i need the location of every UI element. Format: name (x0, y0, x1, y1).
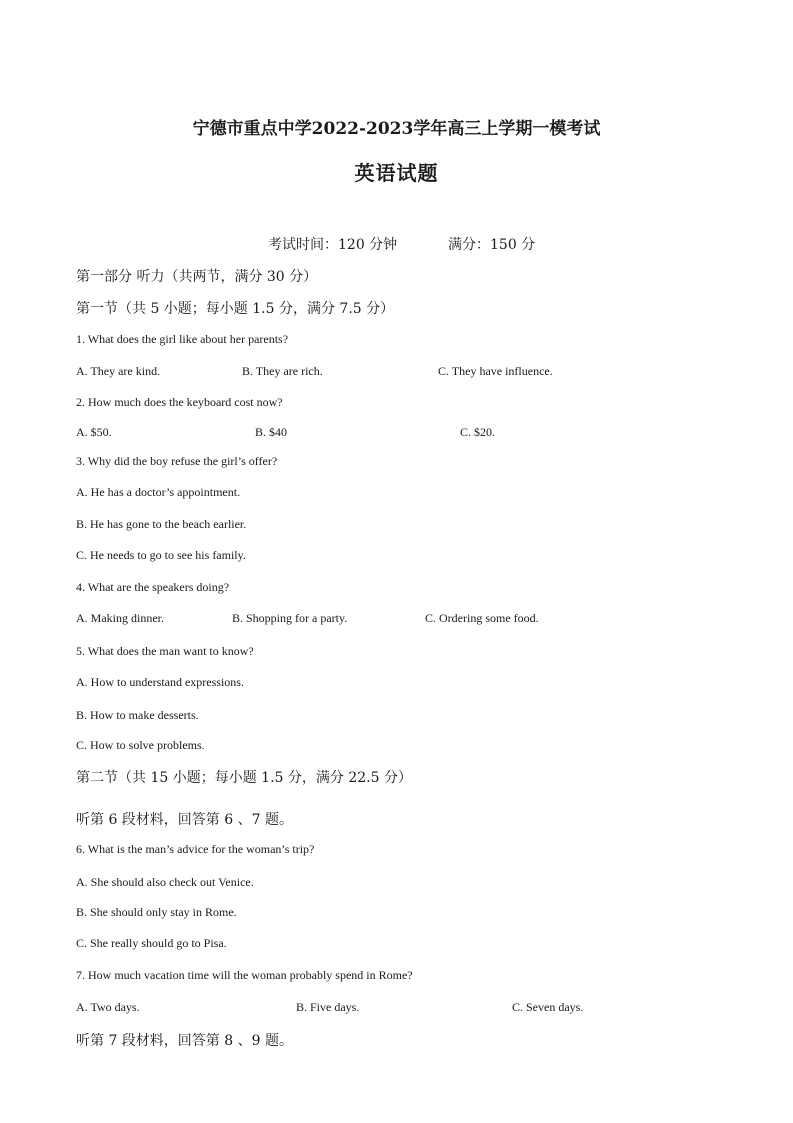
q1-option-c: C. They have influence. (438, 364, 553, 378)
question-3: 3. Why did the boy refuse the girl’s offer? (76, 454, 278, 468)
q5-option-b: B. How to make desserts. (76, 708, 199, 722)
q1-option-a: A. They are kind. (76, 364, 161, 378)
question-5: 5. What does the man want to know? (76, 644, 254, 658)
passage-6-note: 听第 6 段材料，回答第 6 、7 题。 (76, 812, 293, 828)
q5-option-c: C. How to solve problems. (76, 738, 205, 752)
q6-option-b: B. She should only stay in Rome. (76, 905, 237, 919)
q2-option-c: C. $20. (460, 425, 496, 439)
q7-option-b: B. Five days. (296, 1000, 360, 1014)
question-1: 1. What does the girl like about her parents? (76, 332, 289, 346)
q2-option-b: B. $40 (255, 425, 288, 439)
exam-time: 考试时间：120 分钟 (268, 237, 398, 253)
q3-option-a: A. He has a doctor’s appointment. (76, 485, 241, 499)
q4-option-a: A. Making dinner. (76, 611, 164, 625)
q6-option-a: A. She should also check out Venice. (76, 875, 254, 889)
q4-option-b: B. Shopping for a party. (232, 611, 348, 625)
q3-option-c: C. He needs to go to see his family. (76, 548, 246, 562)
q1-option-b: B. They are rich. (242, 364, 323, 378)
q5-option-a: A. How to understand expressions. (76, 675, 244, 689)
q7-option-a: A. Two days. (76, 1000, 140, 1014)
q7-option-c: C. Seven days. (512, 1000, 584, 1014)
question-6: 6. What is the man’s advice for the woman’s trip? (76, 842, 315, 856)
passage-7-note: 听第 7 段材料，回答第 8 、9 题。 (76, 1033, 293, 1049)
exam-subtitle: 英语试题 (354, 161, 439, 185)
question-4: 4. What are the speakers doing? (76, 580, 230, 594)
question-7: 7. How much vacation time will the woman probably spend in Rome? (76, 968, 413, 982)
q4-option-c: C. Ordering some food. (425, 611, 539, 625)
section1-heading: 第一节（共 5 小题；每小题 1.5 分，满分 7.5 分） (76, 301, 395, 317)
part1-heading: 第一部分 听力（共两节，满分 30 分） (76, 269, 318, 285)
exam-score: 满分：150 分 (448, 237, 536, 253)
section2-heading: 第二节（共 15 小题；每小题 1.5 分，满分 22.5 分） (76, 770, 412, 786)
exam-title: 宁德市重点中学2022-2023学年高三上学期一模考试 (192, 119, 601, 139)
q2-option-a: A. $50. (76, 425, 112, 439)
question-2: 2. How much does the keyboard cost now? (76, 395, 283, 409)
q6-option-c: C. She really should go to Pisa. (76, 936, 227, 950)
q3-option-b: B. He has gone to the beach earlier. (76, 517, 247, 531)
